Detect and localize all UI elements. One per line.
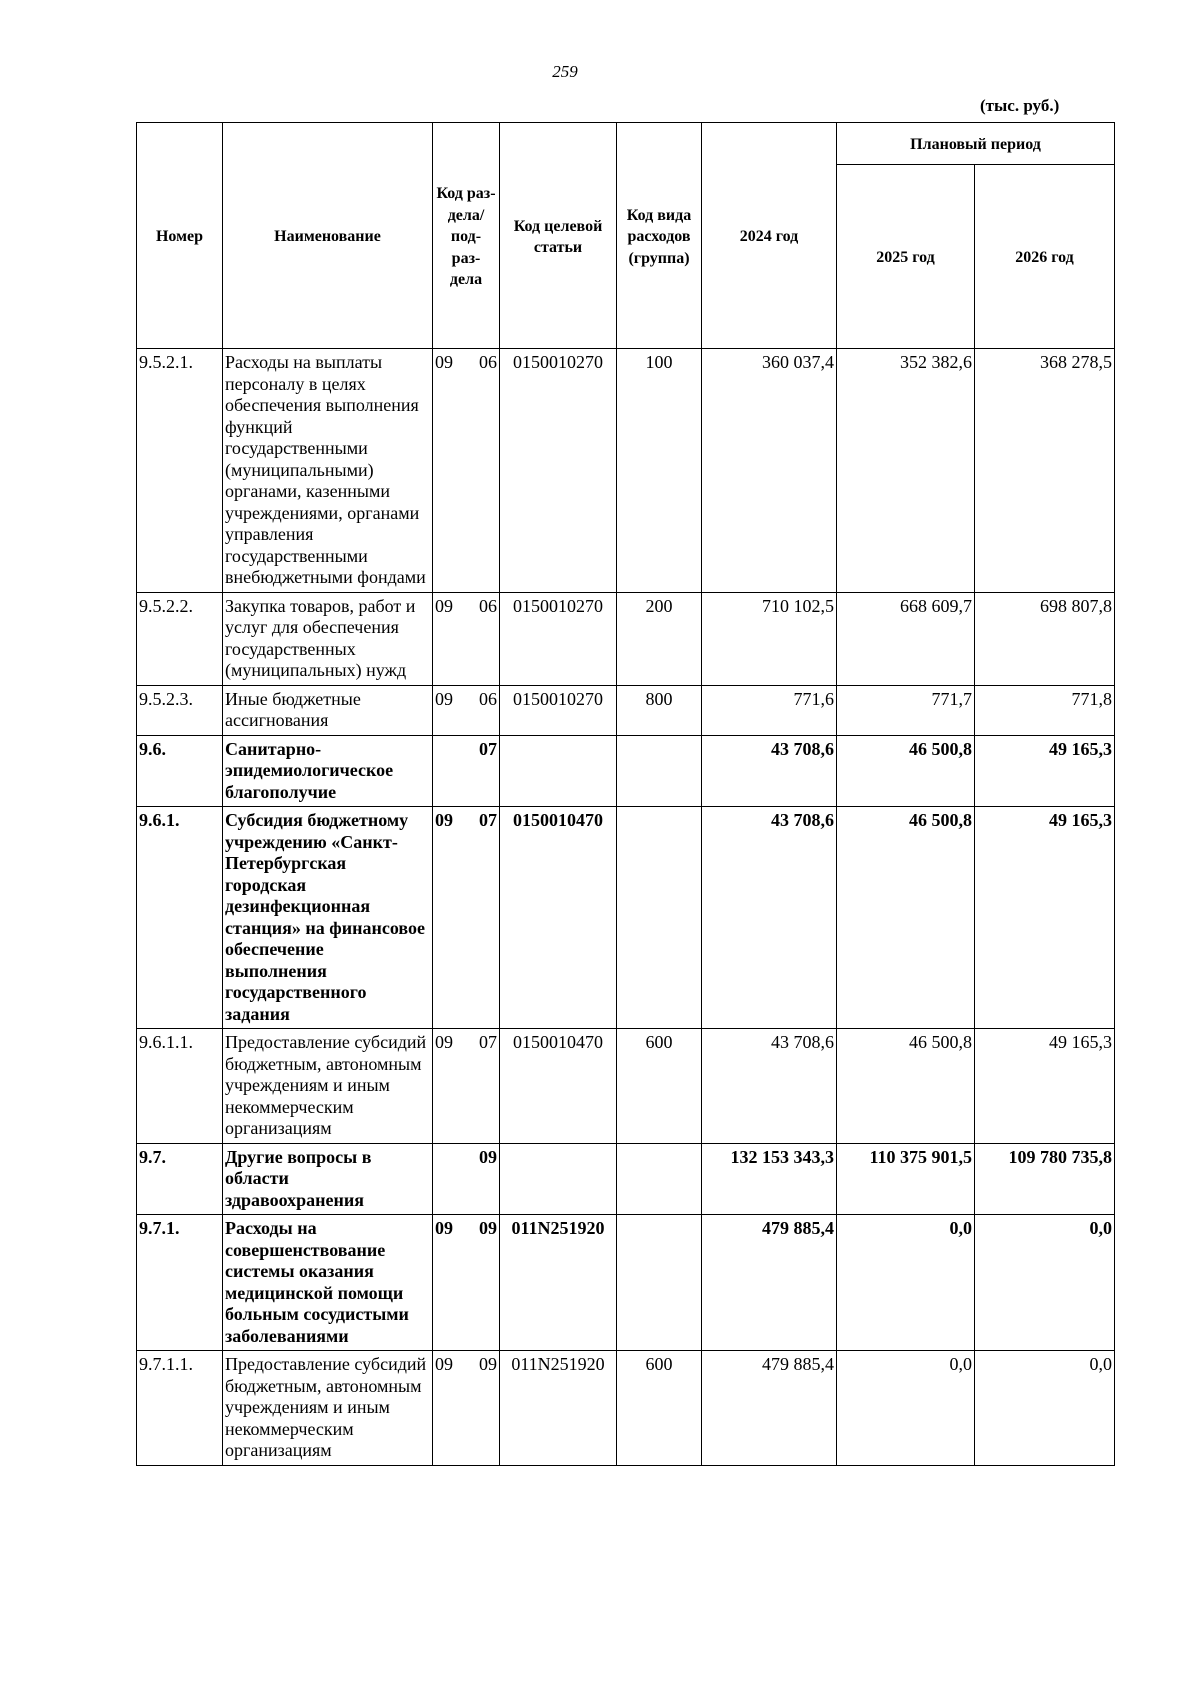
row-section-code	[433, 685, 500, 735]
row-section: 09	[435, 595, 453, 616]
header-year-2024: 2024 год	[702, 123, 837, 349]
row-number: 9.5.2.3.	[137, 685, 223, 735]
row-value-2026: 368 278,5	[975, 349, 1115, 593]
table-row	[137, 1351, 1115, 1466]
row-target-code	[500, 1143, 617, 1215]
row-number: 9.6.1.1.	[137, 1029, 223, 1144]
row-section: 09	[435, 1218, 453, 1238]
row-name: Другие вопросы в области здравоохранения	[223, 1143, 433, 1215]
table-row	[137, 1215, 1115, 1351]
table-row	[137, 349, 1115, 593]
row-value-2025: 352 382,6	[837, 349, 975, 593]
row-number: 9.7.1.	[137, 1215, 223, 1351]
row-value-2025: 110 375 901,5	[837, 1143, 975, 1215]
row-section-code	[433, 735, 500, 807]
header-name: Наименование	[223, 123, 433, 349]
row-section-code	[433, 1029, 500, 1144]
row-section-code	[433, 349, 500, 593]
row-value-2025: 46 500,8	[837, 1029, 975, 1144]
row-value-2026: 771,8	[975, 685, 1115, 735]
row-name: Субсидия бюджетному учреждению «Санкт-Петербургская городская дезинфекционная станция» на финансовое обеспечение выполнения государственного задания	[223, 807, 433, 1029]
row-expense-type: 600	[617, 1029, 702, 1144]
row-section-code	[433, 807, 500, 1029]
row-number: 9.5.2.2.	[137, 592, 223, 685]
table-row	[137, 685, 1115, 735]
table-row	[137, 807, 1115, 1029]
row-name: Предоставление субсидий бюджетным, автономным учреждениям и иным некоммерческим организациям	[223, 1029, 433, 1144]
row-value-2025: 46 500,8	[837, 735, 975, 807]
row-section-code	[433, 592, 500, 685]
row-expense-type	[617, 1215, 702, 1351]
row-section-code	[433, 1215, 500, 1351]
row-expense-type: 800	[617, 685, 702, 735]
row-target-code: 0150010270	[500, 349, 617, 593]
row-value-2024: 43 708,6	[702, 735, 837, 807]
row-subsection: 06	[479, 352, 497, 372]
row-value-2026: 49 165,3	[975, 1029, 1115, 1144]
row-expense-type: 600	[617, 1351, 702, 1466]
row-expense-type: 200	[617, 592, 702, 685]
budget-table	[136, 122, 1115, 1466]
row-target-code: 0150010270	[500, 685, 617, 735]
row-value-2026: 0,0	[975, 1215, 1115, 1351]
row-expense-type	[617, 735, 702, 807]
row-value-2024: 710 102,5	[702, 592, 837, 685]
table-row	[137, 592, 1115, 685]
row-value-2026: 49 165,3	[975, 735, 1115, 807]
row-subsection: 06	[479, 688, 497, 709]
row-value-2024: 479 885,4	[702, 1215, 837, 1351]
row-name: Санитарно- эпидемиологическое благополучие	[223, 735, 433, 807]
row-value-2024: 479 885,4	[702, 1351, 837, 1466]
row-subsection: 09	[479, 1218, 497, 1238]
header-section-code: Код раз- дела/ под- раз- дела	[433, 123, 500, 349]
header-year-2025: 2025 год	[837, 165, 975, 349]
row-subsection: 06	[479, 595, 497, 616]
row-section: 09	[435, 352, 453, 372]
row-target-code: 0150010470	[500, 807, 617, 1029]
row-target-code: 011N251920	[500, 1215, 617, 1351]
row-value-2025: 0,0	[837, 1351, 975, 1466]
row-section: 09	[435, 1032, 453, 1052]
row-value-2025: 771,7	[837, 685, 975, 735]
row-value-2025: 668 609,7	[837, 592, 975, 685]
row-subsection: 07	[479, 738, 497, 759]
row-value-2025: 46 500,8	[837, 807, 975, 1029]
row-value-2026: 49 165,3	[975, 807, 1115, 1029]
row-number: 9.5.2.1.	[137, 349, 223, 593]
row-value-2025: 0,0	[837, 1215, 975, 1351]
row-subsection: 07	[479, 1032, 497, 1052]
header-row	[137, 123, 1115, 165]
row-value-2024: 43 708,6	[702, 1029, 837, 1144]
row-number: 9.6.	[137, 735, 223, 807]
row-value-2026: 698 807,8	[975, 592, 1115, 685]
table-row	[137, 735, 1115, 807]
row-target-code: 011N251920	[500, 1351, 617, 1466]
row-section: 09	[435, 688, 453, 709]
row-section-code	[433, 1351, 500, 1466]
table-row	[137, 1143, 1115, 1215]
row-section: 09	[435, 1354, 453, 1374]
row-value-2026: 109 780 735,8	[975, 1143, 1115, 1215]
header-target-code: Код целевой статьи	[500, 123, 617, 349]
row-name: Иные бюджетные ассигнования	[223, 685, 433, 735]
row-expense-type	[617, 807, 702, 1029]
row-subsection: 09	[479, 1146, 497, 1167]
header-year-2026: 2026 год	[975, 165, 1115, 349]
row-name: Расходы на совершенствование системы оказания медицинской помощи больным сосудистыми заболеваниями	[223, 1215, 433, 1351]
row-name: Закупка товаров, работ и услуг для обеспечения государственных (муниципальных) нужд	[223, 592, 433, 685]
row-number: 9.7.	[137, 1143, 223, 1215]
table-body	[137, 349, 1115, 1466]
row-target-code: 0150010470	[500, 1029, 617, 1144]
row-value-2024: 771,6	[702, 685, 837, 735]
row-expense-type	[617, 1143, 702, 1215]
row-expense-type: 100	[617, 349, 702, 593]
row-value-2026: 0,0	[975, 1351, 1115, 1466]
row-subsection: 09	[479, 1354, 497, 1374]
row-section-code	[433, 1143, 500, 1215]
row-name: Расходы на выплаты персоналу в целях обеспечения выполнения функций государственными (муниципальными) органами, казенными учреждениями, органами управления государственными внебюджетными фондами	[223, 349, 433, 593]
page-number: 259	[552, 62, 578, 81]
row-number: 9.6.1.	[137, 807, 223, 1029]
header-expense-type: Код вида расходов (группа)	[617, 123, 702, 349]
row-number: 9.7.1.1.	[137, 1351, 223, 1466]
row-section: 09	[435, 810, 453, 830]
row-name: Предоставление субсидий бюджетным, автономным учреждениям и иным некоммерческим организациям	[223, 1351, 433, 1466]
row-value-2024: 360 037,4	[702, 349, 837, 593]
header-number: Номер	[137, 123, 223, 349]
row-value-2024: 43 708,6	[702, 807, 837, 1029]
units-label: (тыс. руб.)	[980, 96, 1060, 115]
row-subsection: 07	[479, 810, 497, 830]
row-target-code	[500, 735, 617, 807]
row-value-2024: 132 153 343,3	[702, 1143, 837, 1215]
table-row	[137, 1029, 1115, 1144]
row-target-code: 0150010270	[500, 592, 617, 685]
header-planned-period: Плановый период	[837, 123, 1115, 165]
